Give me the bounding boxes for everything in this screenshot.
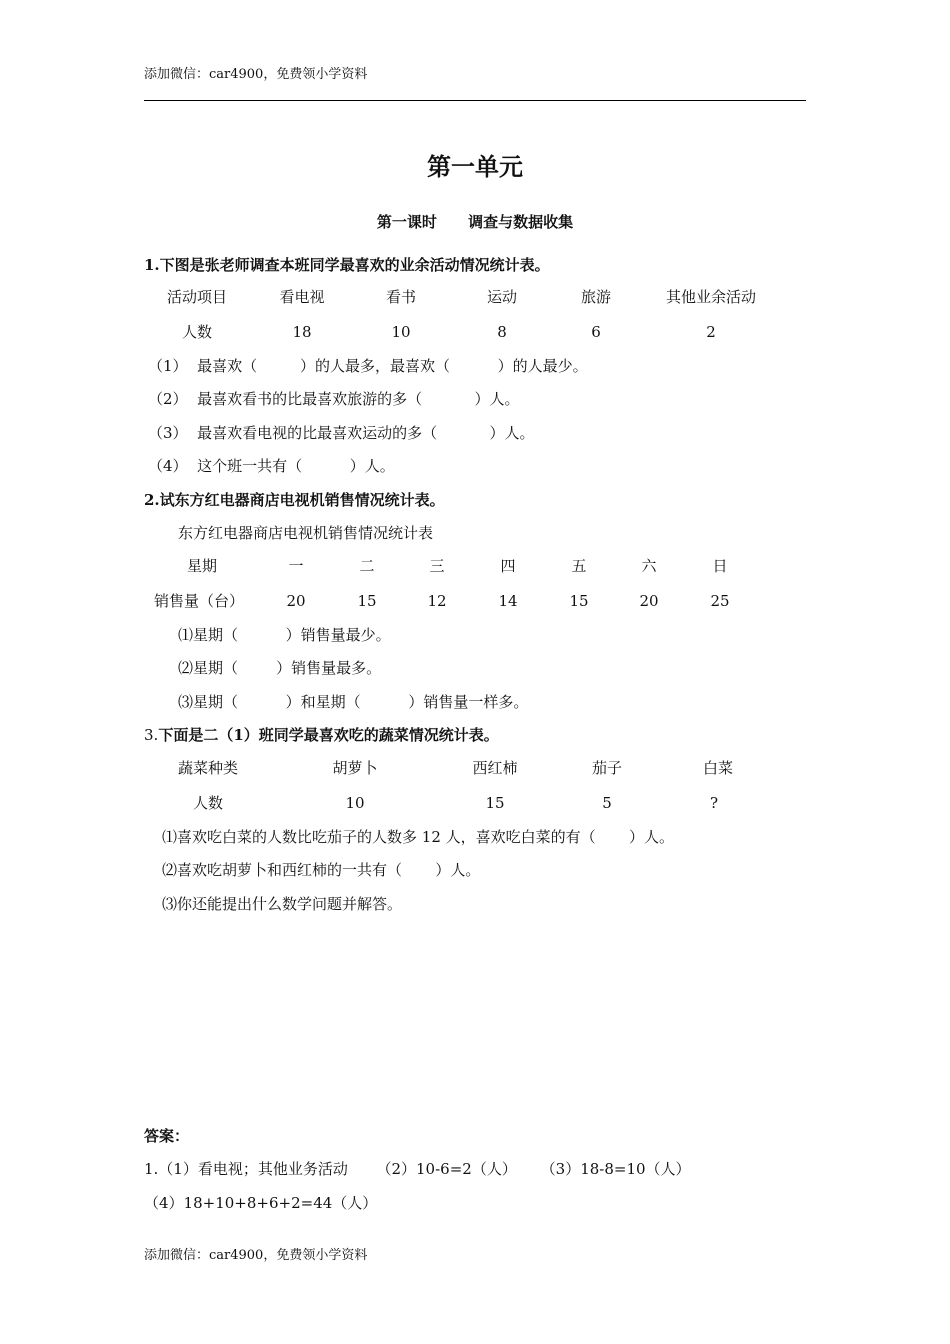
page-footer: 添加微信：car4900，免费领小学资料 — [144, 1248, 368, 1263]
question-3-item: ⑴喜欢吃白菜的人数比吃茄子的人数多 12 人，喜欢吃白菜的有（ ）人。 — [162, 828, 675, 846]
question-2-table-caption: 东方红电器商店电视机销售情况统计表 — [178, 524, 434, 542]
question-3-item: ⑵喜欢吃胡萝卜和西红柿的一共有（ ）人。 — [162, 861, 481, 879]
table-header-cell: 其他业余活动 — [665, 288, 757, 306]
table-cell: 14 — [498, 592, 518, 610]
question-2-item: ⑶星期（ ）和星期（ ）销售量一样多。 — [178, 693, 529, 711]
table-header-cell: 星期 — [186, 557, 218, 575]
header-divider — [144, 100, 806, 101]
table-cell: ? — [709, 794, 719, 812]
table-cell: 5 — [602, 794, 612, 812]
table-cell: 15 — [569, 592, 589, 610]
answer-line: （4）18+10+8+6+2=44（人） — [144, 1194, 378, 1212]
question-3-prompt — [144, 728, 499, 743]
table-cell: 25 — [710, 592, 730, 610]
table-cell: 20 — [286, 592, 306, 610]
table-cell: 20 — [639, 592, 659, 610]
table-cell: 8 — [497, 323, 507, 341]
table-cell: 销售量（台） — [153, 592, 245, 610]
table-header-cell: 蔬菜种类 — [177, 759, 239, 777]
lesson-subtitle: 第一课时 调查与数据收集 — [376, 213, 574, 231]
question-1-item: （4） 这个班一共有（ ）人。 — [148, 457, 395, 475]
table-cell: 人数 — [181, 323, 213, 341]
table-cell: 10 — [345, 794, 365, 812]
table-header-cell: 六 — [641, 557, 657, 575]
table-cell: 18 — [292, 323, 312, 341]
answers-label: 答案： — [144, 1127, 190, 1145]
question-2-prompt: 2.试东方红电器商店电视机销售情况统计表。 — [144, 491, 445, 509]
table-cell: 15 — [357, 592, 377, 610]
question-3-item: ⑶你还能提出什么数学问题并解答。 — [162, 895, 403, 913]
question-1-item: （3） 最喜欢看电视的比最喜欢运动的多（ ）人。 — [148, 424, 535, 442]
question-3-text: 下面是二（1）班同学最喜欢吃的蔬菜情况统计表。 — [158, 726, 499, 744]
question-2-item: ⑴星期（ ）销售量最少。 — [178, 626, 391, 644]
table-cell: 人数 — [192, 794, 224, 812]
table-header-cell: 茄子 — [591, 759, 623, 777]
table-header-cell: 三 — [429, 557, 445, 575]
question-1-item: （2） 最喜欢看书的比最喜欢旅游的多（ ）人。 — [148, 390, 520, 408]
question-1-prompt: 1.下图是张老师调查本班同学最喜欢的业余活动情况统计表。 — [144, 256, 550, 274]
table-header-cell: 二 — [359, 557, 375, 575]
table-header-cell: 看电视 — [279, 288, 325, 306]
table-header-cell: 旅游 — [580, 288, 612, 306]
table-cell: 2 — [706, 323, 716, 341]
table-header-cell: 胡萝卜 — [332, 759, 378, 777]
table-header-cell: 五 — [571, 557, 587, 575]
question-1-item: （1） 最喜欢（ ）的人最多，最喜欢（ ）的人最少。 — [148, 357, 588, 375]
page-title: 第一单元 — [427, 152, 523, 181]
table-header-cell: 看书 — [385, 288, 417, 306]
table-cell: 10 — [391, 323, 411, 341]
table-header-cell: 一 — [288, 557, 304, 575]
table-header-cell: 西红柿 — [472, 759, 518, 777]
table-header-cell: 四 — [500, 557, 516, 575]
table-cell: 15 — [485, 794, 505, 812]
question-3-number: 3. — [144, 726, 159, 744]
page-header: 添加微信：car4900，免费领小学资料 — [144, 67, 368, 82]
table-cell: 6 — [591, 323, 601, 341]
table-header-cell: 活动项目 — [166, 288, 228, 306]
answer-line: 1.（1）看电视；其他业务活动 （2）10-6=2（人） （3）18-8=10（人） — [144, 1160, 691, 1178]
table-header-cell: 白菜 — [702, 759, 734, 777]
table-header-cell: 运动 — [486, 288, 518, 306]
table-header-cell: 日 — [712, 557, 728, 575]
table-cell: 12 — [427, 592, 447, 610]
question-2-item: ⑵星期（ ）销售量最多。 — [178, 659, 382, 677]
